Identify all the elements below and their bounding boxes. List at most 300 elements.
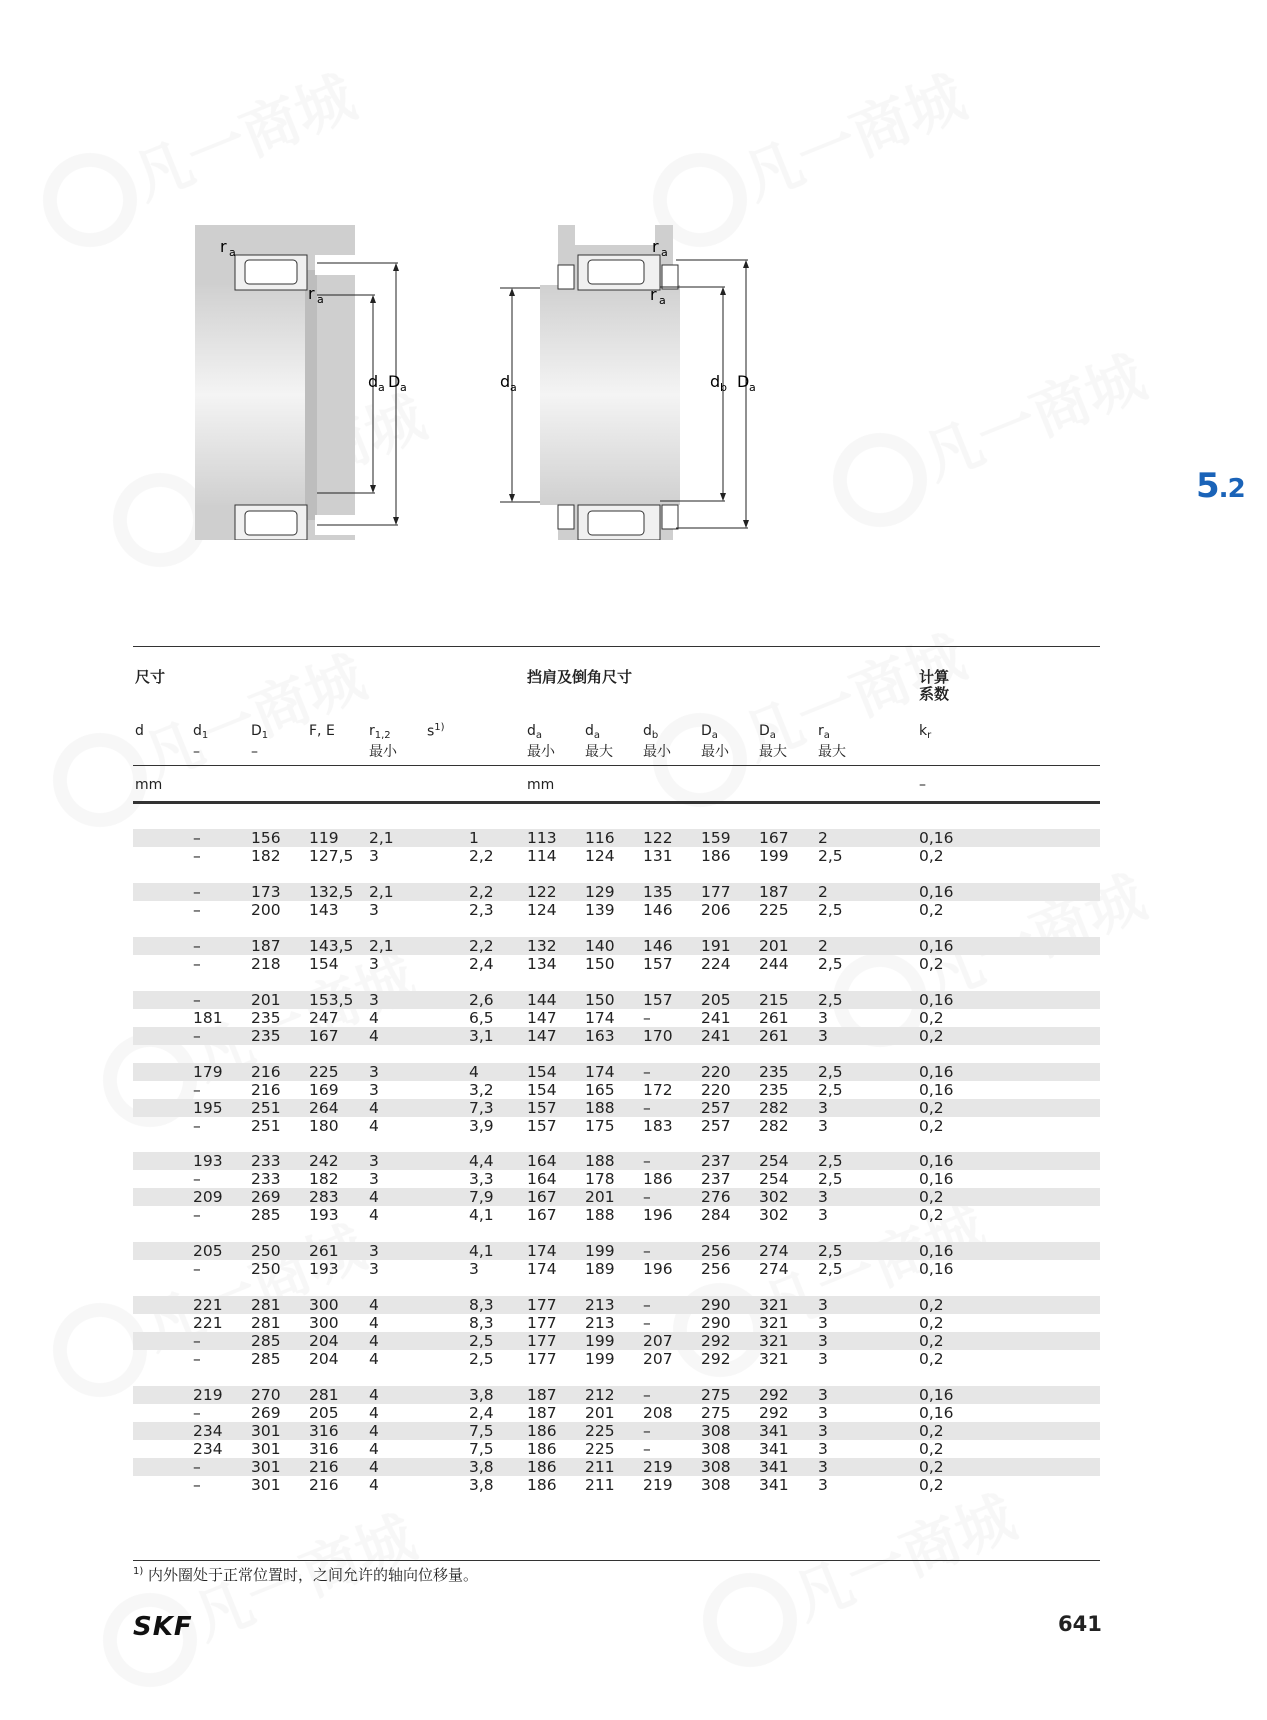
table-row [133,1152,1100,1170]
cell-r12: 3 [369,991,379,1009]
cell-da-min: 174 [527,1260,557,1278]
cell-F-E: 169 [309,1081,339,1099]
table-row [133,1206,1100,1224]
cell-ra-max: 2,5 [818,1152,843,1170]
cell-da-min: 186 [527,1476,557,1494]
cell-d1: 193 [193,1152,223,1170]
cell-kr: 0,2 [919,1009,944,1027]
cell-da-max: 211 [585,1476,615,1494]
cell-ra-max: 3 [818,1422,828,1440]
section-major: 5 [1196,466,1219,506]
cell-db-min: 219 [643,1476,673,1494]
cell-kr: 0,2 [919,1332,944,1350]
cell-s: 2,6 [469,991,494,1009]
cell-F-E: 247 [309,1009,339,1027]
cell-s: 8,3 [469,1296,494,1314]
cell-D1: 233 [251,1170,281,1188]
cell-da-max: 225 [585,1440,615,1458]
cell-Da-min: 224 [701,955,731,973]
left-arrangement [195,225,407,540]
cell-Da-min: 186 [701,847,731,865]
cell-s: 1 [469,829,479,847]
table-row [133,1296,1100,1314]
cell-Da-max: 261 [759,1027,789,1045]
cell-ra-max: 3 [818,1404,828,1422]
cell-db-min: 131 [643,847,673,865]
cell-D1: 281 [251,1296,281,1314]
table-row [133,1332,1100,1350]
cell-kr: 0,16 [919,1152,954,1170]
cell-Da-min: 308 [701,1476,731,1494]
cell-da-max: 139 [585,901,615,919]
cell-db-min: 135 [643,883,673,901]
bore-group [133,829,1100,865]
cell-da-min: 164 [527,1170,557,1188]
cell-kr: 0,2 [919,847,944,865]
bore-group [133,1242,1100,1278]
cell-Da-min: 292 [701,1332,731,1350]
cell-db-min: 219 [643,1458,673,1476]
cell-da-max: 188 [585,1206,615,1224]
cell-da-min: 147 [527,1009,557,1027]
cell-Da-min: 241 [701,1009,731,1027]
cell-db-min: 122 [643,829,673,847]
cell-F-E: 143 [309,901,339,919]
cell-da-max: 174 [585,1009,615,1027]
cell-r12: 4 [369,1099,379,1117]
unit-mm: mm [527,777,555,793]
cell-Da-max: 321 [759,1332,789,1350]
cell-Da-max: 215 [759,991,789,1009]
cell-kr: 0,16 [919,1081,954,1099]
right-arrangement [500,225,756,540]
cell-D1: 187 [251,937,281,955]
cell-D1: 216 [251,1063,281,1081]
cell-da-max: 212 [585,1386,615,1404]
cell-d1: 221 [193,1314,223,1332]
cell-ra-max: 3 [818,1188,828,1206]
cell-D1: 251 [251,1117,281,1135]
label-da: d [500,372,511,391]
table-row [133,1117,1100,1135]
watermark-text [124,63,365,213]
bore-group [133,1386,1100,1494]
cell-da-min: 144 [527,991,557,1009]
watermark-text [914,343,1155,493]
table-row [133,1170,1100,1188]
cell-r12: 2,1 [369,937,394,955]
cell-D1: 285 [251,1350,281,1368]
cell-da-min: 186 [527,1440,557,1458]
table-row [133,1350,1100,1368]
cell-kr: 0,2 [919,1458,944,1476]
table-row [133,1081,1100,1099]
cell-d1: – [193,1260,201,1278]
cell-Da-max: 321 [759,1314,789,1332]
cell-kr: 0,16 [919,1260,954,1278]
cell-F-E: 154 [309,955,339,973]
label-db-sub: b [720,381,727,394]
cell-Da-max: 235 [759,1063,789,1081]
cell-kr: 0,2 [919,1296,944,1314]
cell-F-E: 225 [309,1063,339,1081]
cell-db-min: – [643,1152,651,1170]
cell-r12: 4 [369,1350,379,1368]
cell-da-min: 157 [527,1099,557,1117]
cell-da-max: 211 [585,1458,615,1476]
cell-d1: – [193,829,201,847]
cell-Da-max: 302 [759,1206,789,1224]
cell-Da-min: 220 [701,1063,731,1081]
cell-Da-min: 177 [701,883,731,901]
label-ra: r [220,237,227,256]
cell-kr: 0,16 [919,1404,954,1422]
cell-s: 4,1 [469,1206,494,1224]
cell-d1: 209 [193,1188,223,1206]
cell-Da-max: 167 [759,829,789,847]
cell-da-max: 188 [585,1099,615,1117]
cell-F-E: 300 [309,1314,339,1332]
cell-da-min: 167 [527,1188,557,1206]
cell-D1: 235 [251,1009,281,1027]
cell-d1: – [193,1350,201,1368]
cell-F-E: 204 [309,1350,339,1368]
cell-da-min: 177 [527,1314,557,1332]
cell-r12: 4 [369,1422,379,1440]
cell-Da-min: 292 [701,1350,731,1368]
cell-d1: 219 [193,1386,223,1404]
cell-s: 2,2 [469,847,494,865]
cell-kr: 0,16 [919,883,954,901]
cell-s: 4,1 [469,1242,494,1260]
table-row [133,1027,1100,1045]
cell-Da-min: 275 [701,1386,731,1404]
cell-Da-max: 274 [759,1242,789,1260]
cell-ra-max: 3 [818,1099,828,1117]
cell-Da-max: 302 [759,1188,789,1206]
cell-D1: 173 [251,883,281,901]
label-Da: D [388,372,401,391]
cell-F-E: 264 [309,1099,339,1117]
cell-db-min: 207 [643,1350,673,1368]
cell-s: 7,5 [469,1422,494,1440]
table-row [133,847,1100,865]
cell-d1: – [193,901,201,919]
cell-D1: 201 [251,991,281,1009]
cell-d1: – [193,1170,201,1188]
table-row [133,1476,1100,1494]
cell-Da-min: 237 [701,1170,731,1188]
cell-D1: 270 [251,1386,281,1404]
cell-db-min: – [643,1386,651,1404]
cell-Da-min: 276 [701,1188,731,1206]
cell-s: 3,2 [469,1081,494,1099]
col-kr: $k_r$ [919,723,932,741]
cell-ra-max: 2,5 [818,955,843,973]
col-da-max: $d_a$ 最大 [585,723,613,760]
cell-kr: 0,2 [919,1206,944,1224]
footnote: $^{1)}$ 内外圈处于正常位置时，之间允许的轴向位移量。 [133,1566,479,1584]
cell-s: 4,4 [469,1152,494,1170]
cell-r12: 4 [369,1458,379,1476]
cell-D1: 285 [251,1206,281,1224]
cell-s: 7,5 [469,1440,494,1458]
cell-db-min: – [643,1296,651,1314]
section-minor: 2 [1227,474,1245,504]
cell-da-max: 165 [585,1081,615,1099]
cell-F-E: 204 [309,1332,339,1350]
footnote-rule [133,1560,1100,1561]
label-ra: r [652,237,659,256]
table-row [133,1314,1100,1332]
label-Da-sub: a [400,381,407,394]
cell-da-max: 150 [585,991,615,1009]
cell-kr: 0,16 [919,1063,954,1081]
cell-ra-max: 2,5 [818,1170,843,1188]
cell-d1: – [193,1117,201,1135]
cell-r12: 3 [369,1152,379,1170]
cell-s: 3,8 [469,1386,494,1404]
cell-D1: 233 [251,1152,281,1170]
table-row [133,1422,1100,1440]
col-Da-min: $D_a$ 最小 [701,723,729,760]
cell-db-min: 183 [643,1117,673,1135]
cell-r12: 3 [369,1170,379,1188]
cell-Da-min: 275 [701,1404,731,1422]
cell-Da-min: 241 [701,1027,731,1045]
cell-da-min: 113 [527,829,557,847]
cell-r12: 4 [369,1206,379,1224]
cell-Da-min: 206 [701,901,731,919]
cell-db-min: 157 [643,955,673,973]
cell-da-min: 177 [527,1350,557,1368]
bore-group [133,1063,1100,1135]
cell-r12: 3 [369,1242,379,1260]
cell-d1: – [193,1332,201,1350]
cell-da-max: 213 [585,1314,615,1332]
cell-ra-max: 3 [818,1009,828,1027]
cell-s: 2,5 [469,1332,494,1350]
bore-group [133,1296,1100,1368]
cell-r12: 3 [369,1081,379,1099]
cell-Da-min: 205 [701,991,731,1009]
cell-da-max: 201 [585,1404,615,1422]
cell-s: 2,4 [469,1404,494,1422]
cell-D1: 200 [251,901,281,919]
col-D1: $D_1$ – [251,723,269,760]
cell-ra-max: 3 [818,1350,828,1368]
cell-da-max: 124 [585,847,615,865]
col-ra-max: $r_a$ 最大 [818,723,846,760]
cell-Da-max: 341 [759,1476,789,1494]
cell-d1: – [193,1458,201,1476]
cell-da-max: 116 [585,829,615,847]
cell-s: 3,8 [469,1458,494,1476]
cell-ra-max: 2,5 [818,1063,843,1081]
cell-da-min: 186 [527,1458,557,1476]
header-bottom-rule [133,801,1100,804]
cell-s: 3,3 [469,1170,494,1188]
cell-r12: 4 [369,1314,379,1332]
table-row [133,1242,1100,1260]
watermark-text [134,643,375,793]
cell-da-min: 187 [527,1404,557,1422]
cell-F-E: 242 [309,1152,339,1170]
cell-F-E: 182 [309,1170,339,1188]
label-ra-sub: a [229,246,236,259]
cell-Da-max: 201 [759,937,789,955]
cell-D1: 182 [251,847,281,865]
cell-db-min: 207 [643,1332,673,1350]
table-row [133,955,1100,973]
table-row [133,991,1100,1009]
cell-Da-max: 225 [759,901,789,919]
cell-s: 7,3 [469,1099,494,1117]
cell-kr: 0,2 [919,1476,944,1494]
cell-Da-max: 321 [759,1350,789,1368]
cell-Da-min: 290 [701,1296,731,1314]
cell-Da-max: 341 [759,1422,789,1440]
cell-F-E: 216 [309,1458,339,1476]
cell-Da-max: 282 [759,1099,789,1117]
cell-ra-max: 3 [818,1117,828,1135]
cell-d1: – [193,937,201,955]
cell-Da-min: 256 [701,1260,731,1278]
bore-group [133,991,1100,1045]
cell-r12: 4 [369,1332,379,1350]
cell-kr: 0,16 [919,1170,954,1188]
table-row [133,1099,1100,1117]
cell-da-max: 199 [585,1332,615,1350]
cell-D1: 285 [251,1332,281,1350]
cell-D1: 156 [251,829,281,847]
label-ra: r [308,284,315,303]
cell-F-E: 167 [309,1027,339,1045]
cell-kr: 0,2 [919,1440,944,1458]
cell-F-E: 119 [309,829,339,847]
cell-F-E: 316 [309,1440,339,1458]
cell-ra-max: 2 [818,829,828,847]
cell-da-min: 132 [527,937,557,955]
bearing-abutment-diagram [190,215,790,540]
cell-s: 4 [469,1063,479,1081]
table-row [133,829,1100,847]
cell-F-E: 316 [309,1422,339,1440]
cell-r12: 4 [369,1476,379,1494]
cell-db-min: – [643,1063,651,1081]
cell-r12: 4 [369,1404,379,1422]
cell-db-min: – [643,1188,651,1206]
cell-Da-max: 274 [759,1260,789,1278]
label-da-sub: a [510,381,517,394]
table-row [133,1009,1100,1027]
cell-da-min: 114 [527,847,557,865]
cell-da-max: 178 [585,1170,615,1188]
cell-Da-max: 254 [759,1152,789,1170]
cell-ra-max: 3 [818,1440,828,1458]
cell-Da-max: 254 [759,1170,789,1188]
cell-D1: 301 [251,1422,281,1440]
cell-D1: 216 [251,1081,281,1099]
cell-r12: 4 [369,1386,379,1404]
cell-da-min: 167 [527,1206,557,1224]
cell-ra-max: 3 [818,1206,828,1224]
cell-db-min: – [643,1242,651,1260]
cell-db-min: – [643,1314,651,1332]
col-d: d [135,723,144,739]
cell-ra-max: 3 [818,1332,828,1350]
cell-r12: 2,1 [369,883,394,901]
cell-da-max: 175 [585,1117,615,1135]
skf-logo: SKF [133,1612,193,1642]
label-db: d [710,372,721,391]
cell-da-min: 186 [527,1422,557,1440]
cell-s: 2,3 [469,901,494,919]
cell-s: 2,2 [469,883,494,901]
cell-Da-max: 244 [759,955,789,973]
cell-da-max: 189 [585,1260,615,1278]
cell-F-E: 180 [309,1117,339,1135]
cell-da-min: 177 [527,1332,557,1350]
cell-Da-min: 290 [701,1314,731,1332]
cell-da-min: 177 [527,1296,557,1314]
cell-Da-max: 187 [759,883,789,901]
cell-D1: 251 [251,1099,281,1117]
cell-Da-min: 159 [701,829,731,847]
cell-s: 2,4 [469,955,494,973]
cell-da-max: 163 [585,1027,615,1045]
cell-db-min: 196 [643,1260,673,1278]
cell-kr: 0,2 [919,1350,944,1368]
label-Da: D [737,372,750,391]
cell-d1: 234 [193,1440,223,1458]
cell-ra-max: 2,5 [818,901,843,919]
bore-group [133,883,1100,919]
label-ra-sub: a [661,246,668,259]
cell-ra-max: 2,5 [818,1081,843,1099]
cell-F-E: 193 [309,1260,339,1278]
cell-ra-max: 3 [818,1476,828,1494]
table-row [133,937,1100,955]
label-ra-sub: a [317,293,324,306]
table-row [133,1404,1100,1422]
watermark-text [784,1483,1025,1633]
cell-Da-max: 261 [759,1009,789,1027]
cell-kr: 0,16 [919,1242,954,1260]
cell-Da-max: 321 [759,1296,789,1314]
cell-D1: 301 [251,1458,281,1476]
cell-D1: 235 [251,1027,281,1045]
cell-Da-min: 256 [701,1242,731,1260]
cell-d1: – [193,1476,201,1494]
table-row [133,1188,1100,1206]
cell-d1: – [193,955,201,973]
cell-r12: 4 [369,1440,379,1458]
cell-F-E: 216 [309,1476,339,1494]
cell-da-max: 225 [585,1422,615,1440]
cell-da-min: 187 [527,1386,557,1404]
cell-Da-max: 341 [759,1458,789,1476]
cell-db-min: – [643,1099,651,1117]
cell-da-min: 174 [527,1242,557,1260]
cell-Da-min: 308 [701,1422,731,1440]
cell-da-max: 199 [585,1350,615,1368]
cell-Da-min: 237 [701,1152,731,1170]
section-tab: 5.2 [1196,466,1245,506]
cell-da-min: 122 [527,883,557,901]
cell-db-min: 146 [643,937,673,955]
cell-Da-max: 235 [759,1081,789,1099]
